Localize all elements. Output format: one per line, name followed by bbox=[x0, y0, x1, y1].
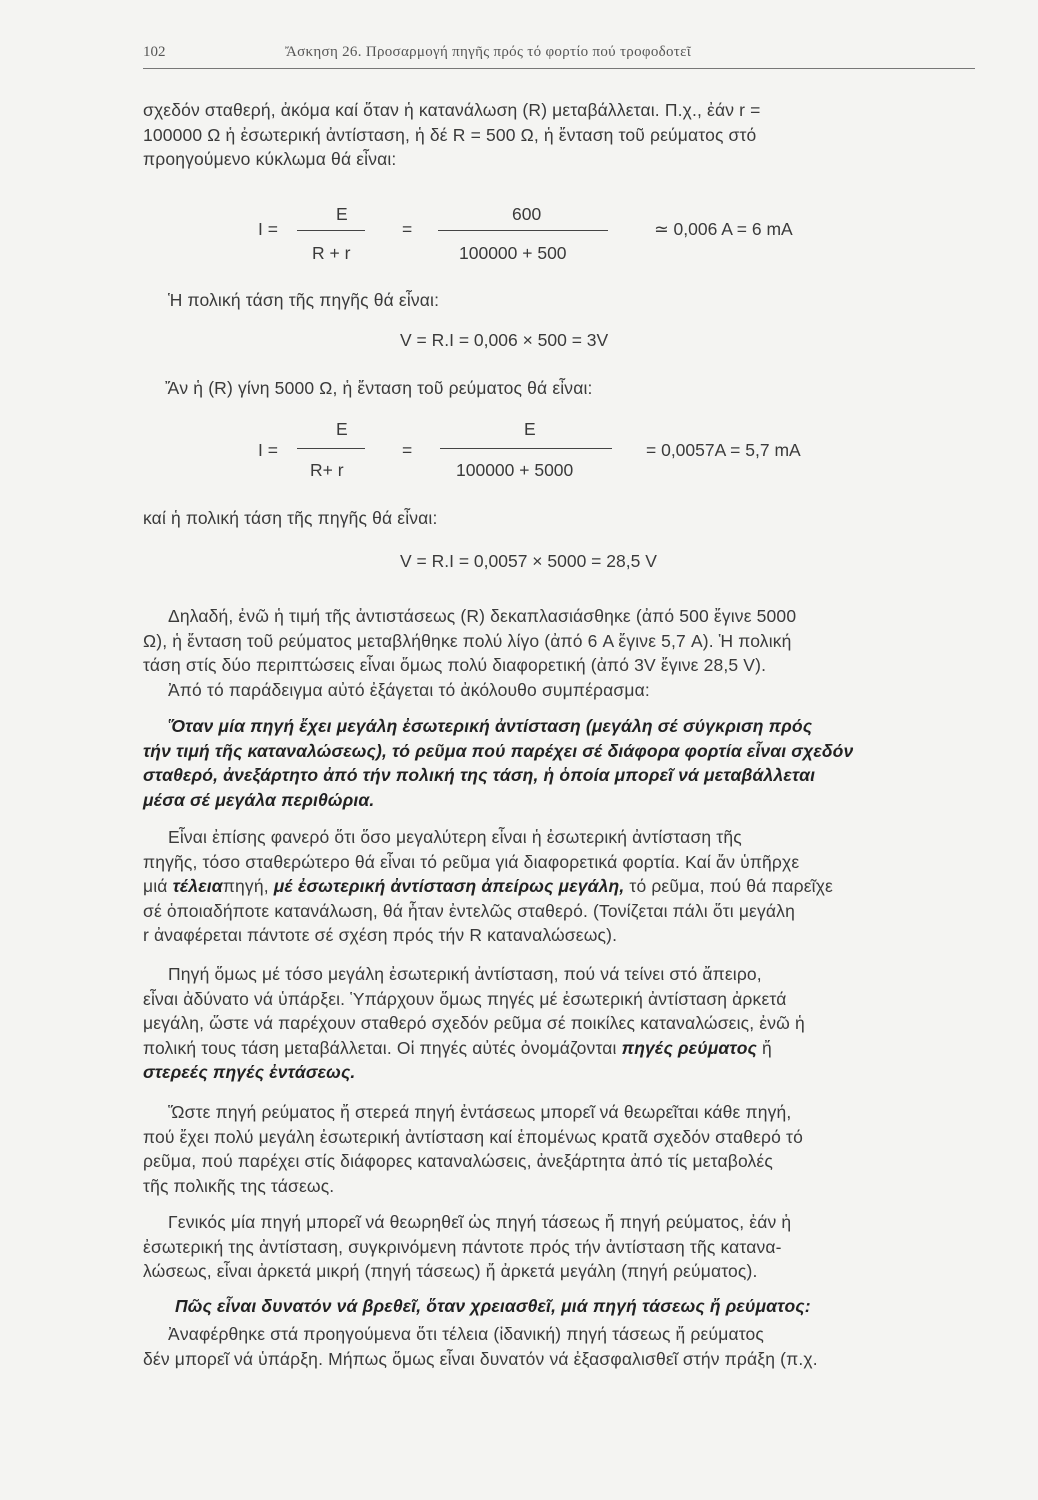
text-line: ρεῦμα, πού παρέχει στίς διάφορες καταναλώσεις, ἀνεξάρτητα ἀπό τίς μεταβολές bbox=[143, 1151, 773, 1171]
eq-result: ≃ 0,006 A = 6 mA bbox=[654, 219, 793, 239]
fraction-bar bbox=[440, 448, 612, 449]
eq-sign: = bbox=[402, 219, 413, 239]
text-run: μιά bbox=[143, 876, 168, 896]
text-line bbox=[143, 874, 975, 899]
text-line: 100000 Ω ἡ ἐσωτερική ἀντίσταση, ἡ δέ R = 500 Ω, ἡ ἔνταση τοῦ ρεύματος στό bbox=[143, 124, 757, 145]
eq-denominator: R+ r bbox=[310, 460, 344, 480]
text-line: πηγῆς, τόσο σταθερώτερο θά εἶναι τό ρεῦμα γιά διαφορετικά φορτία. Καί ἄν ὑπῆρχε bbox=[143, 851, 800, 872]
eq-lhs: I = bbox=[258, 219, 278, 239]
text-line bbox=[143, 1036, 975, 1061]
text-run: ἤ bbox=[762, 1037, 772, 1058]
eq-numerator: E bbox=[524, 419, 536, 439]
text-line: Εἶναι ἐπίσης φανερό ὅτι ὅσο μεγαλύτερη εἶναι ἡ ἐσωτερική ἀντίσταση τῆς bbox=[168, 827, 742, 847]
text-run: πολική τους τάση μεταβάλλεται. Οἱ πηγές αὐτές ὀνομάζονται bbox=[143, 1037, 617, 1058]
emphasis: τέλεια bbox=[172, 876, 223, 896]
equation-voltage-2: V = R.I = 0,0057 × 5000 = 28,5 V bbox=[400, 551, 657, 571]
text-line: στερεές πηγές ἐντάσεως. bbox=[143, 1062, 356, 1082]
text-line: σχεδόν σταθερή, ἀκόμα καί ὅταν ἡ κατανάλωση (R) μεταβάλλεται. Π.χ., ἐάν r = bbox=[143, 100, 761, 120]
text-line: Ω), ἡ ἔνταση τοῦ ρεύματος μεταβλήθηκε πολύ λίγο (ἀπό 6 A ἔγινε 5,7 A). Ἡ πολική bbox=[143, 630, 792, 651]
text-line: ἐσωτερική της ἀντίσταση, συγκρινόμενη πάντοτε πρός τήν ἀντίσταση τῆς κατανα- bbox=[143, 1236, 782, 1257]
text-line: r ἀναφέρεται πάντοτε σέ σχέση πρός τήν R καταναλώσεως). bbox=[143, 925, 618, 945]
text-line: Ὥστε πηγή ρεύματος ἤ στερεά πηγή ἐντάσεως μπορεῖ νά θεωρεῖται κάθε πηγή, bbox=[168, 1102, 792, 1122]
equation-voltage-1: V = R.I = 0,006 × 500 = 3V bbox=[400, 330, 609, 350]
emphasis: μέ ἐσωτερική ἀντίσταση ἀπείρως μεγάλη, bbox=[273, 876, 625, 896]
emphasis: πηγές ρεύματος bbox=[621, 1037, 758, 1058]
paragraph-intro bbox=[143, 98, 975, 172]
text-line: μεγάλη, ὥστε νά παρέχουν σταθερό σχεδόν ρεῦμα σέ ποικίλες καταναλώσεις, ἐνῶ ἡ bbox=[143, 1013, 805, 1033]
text-line: Πηγή ὅμως μέ τόσο μεγάλη ἐσωτερική ἀντίσταση, πού νά τείνει στό ἄπειρο, bbox=[168, 964, 762, 984]
paragraph-general bbox=[143, 1210, 975, 1284]
eq-lhs: I = bbox=[258, 440, 278, 460]
text-run: τό ρεῦμα, πού θά παρεῖχε bbox=[629, 876, 834, 896]
fraction-bar bbox=[438, 230, 608, 231]
text-line: τῆς πολικῆς της τάσεως. bbox=[143, 1175, 335, 1196]
sentence: καί ἡ πολική τάση τῆς πηγῆς θά εἶναι: bbox=[143, 508, 438, 528]
text-line: σέ ὁποιαδήποτε κατανάλωση, θά ἦταν ἐντελῶς σταθερό. (Τονίζεται πάλι ὅτι μεγάλη bbox=[143, 900, 795, 921]
text-line: Ὅταν μία πηγή ἔχει μεγάλη ἐσωτερική ἀντίσταση (μεγάλη σέ σύγκριση πρός bbox=[168, 716, 813, 736]
text-line: σταθερό, ἀνεξάρτητο ἀπό τήν πολική της τάση, ἡ ὁποία μπορεῖ νά μεταβάλλεται bbox=[143, 765, 816, 785]
sentence: Ἄν ἡ (R) γίνη 5000 Ω, ἡ ἔνταση τοῦ ρεύματος θά εἶναι: bbox=[165, 378, 593, 398]
text-line: μέσα σέ μεγάλα περιθώρια. bbox=[143, 789, 375, 810]
paragraph-closing bbox=[143, 1322, 975, 1371]
fraction-bar bbox=[297, 230, 365, 231]
text-line: Γενικός μία πηγή μπορεῖ νά θεωρηθεῖ ὡς πηγή τάσεως ἤ πηγή ρεύματος, ἐάν ἡ bbox=[168, 1212, 792, 1232]
eq-sign: = bbox=[402, 440, 413, 460]
question-heading: Πῶς εἶναι δυνατόν νά βρεθεῖ, ὅταν χρειασθεῖ, μιά πηγή τάσεως ἤ ρεύματος: bbox=[175, 1296, 811, 1316]
text-line: προηγούμενο κύκλωμα θά εἶναι: bbox=[143, 149, 397, 169]
fraction-bar bbox=[297, 448, 365, 449]
header-rule bbox=[143, 68, 975, 69]
page-number: 102 bbox=[143, 44, 166, 60]
text-line: τάση στίς δύο περιπτώσεις εἶναι ὅμως πολύ διαφορετική (ἀπό 3V ἔγινε 28,5 V). bbox=[143, 655, 767, 675]
eq-denominator: 100000 + 5000 bbox=[456, 460, 574, 480]
text-line: τήν τιμή τῆς καταναλώσεως), τό ρεῦμα πού παρέχει σέ διάφορα φορτία εἶναι σχεδόν bbox=[143, 740, 854, 761]
eq-numerator: E bbox=[336, 419, 348, 439]
text-run: πηγή, bbox=[222, 876, 269, 896]
eq-result: = 0,0057A = 5,7 mA bbox=[646, 440, 801, 460]
eq-numerator: E bbox=[336, 204, 348, 224]
eq-denominator: R + r bbox=[312, 243, 351, 263]
paragraph-ideal-source bbox=[143, 825, 975, 948]
paragraph-explanation bbox=[143, 604, 975, 702]
sentence: Ἡ πολική τάση τῆς πηγῆς θά εἶναι: bbox=[168, 290, 440, 310]
text-line: δέν μπορεῖ νά ὑπάρξη. Μήπως ὅμως εἶναι δυνατόν νά ἐξασφαλισθεῖ στήν πράξη (π.χ. bbox=[143, 1348, 818, 1369]
paragraph-current-source bbox=[143, 962, 975, 1085]
text-line: Ἀπό τό παράδειγμα αὐτό ἐξάγεται τό ἀκόλουθο συμπέρασμα: bbox=[168, 679, 650, 700]
text-line: πού ἔχει πολύ μεγάλη ἐσωτερική ἀντίσταση καί ἑπομένως κρατᾶ σχεδόν σταθερό τό bbox=[143, 1126, 803, 1147]
eq-numerator: 600 bbox=[512, 204, 542, 224]
text-line: εἶναι ἀδύνατο νά ὑπάρξει. Ὑπάρχουν ὅμως πηγές μέ ἐσωτερική ἀντίσταση ἀρκετά bbox=[143, 988, 787, 1009]
text-line: λώσεως, εἶναι ἀρκετά μικρή (πηγή τάσεως) ἤ ἀρκετά μεγάλη (πηγή ρεύματος). bbox=[143, 1261, 758, 1281]
text-line: Ἀναφέρθηκε στά προηγούμενα ὅτι τέλεια (ἰδανική) πηγή τάσεως ἤ ρεύματος bbox=[168, 1324, 764, 1344]
running-title: Ἄσκηση 26. Προσαρμογή πηγῆς πρός τό φορτίο πού τροφοδοτεῖ bbox=[285, 44, 692, 60]
paragraph-conclusion bbox=[143, 714, 975, 812]
eq-denominator: 100000 + 500 bbox=[459, 243, 567, 263]
text-line: Δηλαδή, ἐνῶ ἡ τιμή τῆς ἀντιστάσεως (R) δεκαπλασιάσθηκε (ἀπό 500 ἔγινε 5000 bbox=[168, 606, 797, 626]
paragraph-definition bbox=[143, 1100, 975, 1198]
